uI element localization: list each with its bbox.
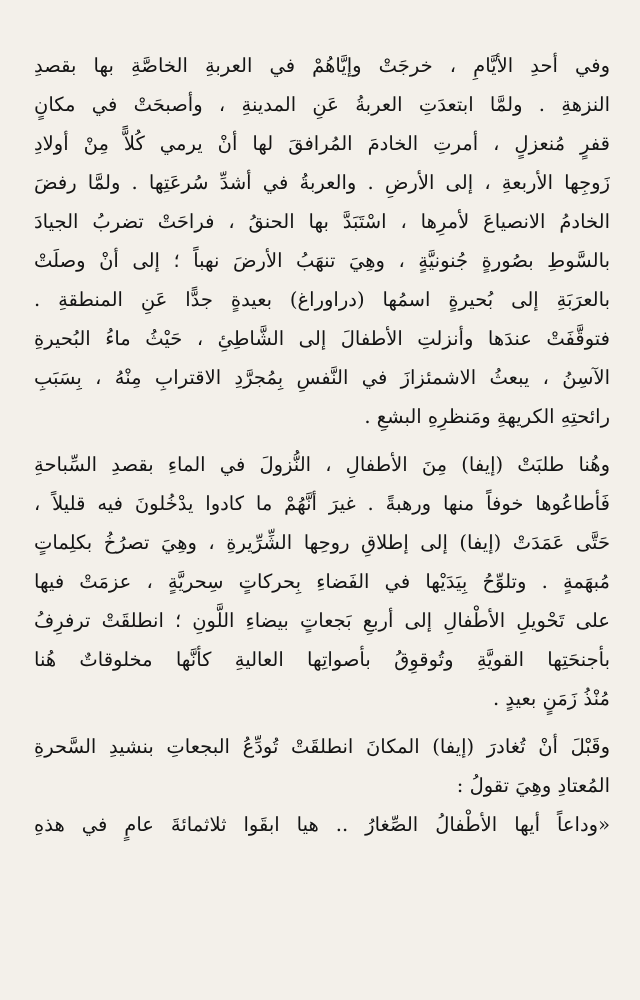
text-line: المُعتادِ وهِيَ تقولُ :: [456, 774, 610, 797]
text-line: النزهةِ . ولمَّا ابتعدَتِ العربةُ عَنِ المدينةِ ، وأصبحَتْ في مكانٍ: [34, 93, 610, 116]
paragraph-2: [34, 445, 610, 718]
text-line: بالعرَبَةِ إلى بُحيرةٍ اسمُها (دراوراغ) بعيدةٍ جدًّا عَنِ المنطقةِ .: [34, 288, 610, 311]
text-line: «وداعاً أيها الأطْفالُ الصِّغارُ .. هيا ابقَوا ثلاثمائةَ عامٍ في هذهِ: [34, 813, 610, 836]
text-line: وهُنا طلبَتْ (إيفا) مِنَ الأطفالِ ، النُّزولَ في الماءِ بقصدِ السِّباحةِ: [34, 453, 610, 476]
text-line: مُبهَمةٍ . وتلوِّحُ بِيَدَيْها في الفَضاءِ بِحركاتٍ سِحريَّةٍ ، عزمَتْ فيها: [34, 570, 610, 593]
text-line: زَوجِها الأربعةِ ، إلى الأرضِ . والعربةُ في أشدِّ سُرعَتِها . ولمَّا رفضَ: [34, 171, 610, 194]
text-line: الخادمُ الانصياعَ لأمرِها ، اسْتَبَدَّ بها الحنقُ ، فراحَتْ تضربُ الجيادَ: [34, 210, 610, 233]
text-line: قفرٍ مُنعزلٍ ، أمرتِ الخادمَ المُرافقَ لها أنْ يرمي كُلاًّ مِنْ أولادِ: [34, 132, 610, 155]
text-line: مُنْذُ زَمَنٍ بعيدٍ .: [492, 687, 610, 710]
text-line: فتوقَّفَتْ عندَها وأنزلتِ الأطفالَ إلى الشَّاطِئِ ، حَيْثُ ماءُ البُحيرةِ: [34, 327, 610, 350]
text-line: رائحتِهِ الكريهةِ ومَنظرِهِ البشعِ .: [364, 405, 610, 428]
text-line: فَأطاعُوها خوفاً منها ورهبةً . غيرَ أنَّهُمْ ما كادوا يدْخُلونَ فيه قليلاً ،: [34, 492, 610, 515]
text-line: حَتَّى عَمَدَتْ (إيفا) إلى إطلاقِ روحِها الشِّرِّيرةِ ، وهِيَ تصرُخُ بكلِماتٍ: [34, 531, 610, 554]
text-line: بأجنحَتِها القويَّةِ وتُوقوِقُ بأصواتِها العاليةِ كأنَّها مخلوقاتٌ هُنا: [34, 648, 610, 671]
text-line: بالسَّوطِ بصُورةٍ جُنونيَّةٍ ، وهِيَ تنهَبُ الأرضَ نهباً ؛ إلى أنْ وصلَتْ: [34, 249, 610, 272]
text-line: الآسِنُ ، يبعثُ الاشمئزازَ في النَّفسِ بِمُجرَّدِ الاقترابِ مِنْهُ ، بِسَبَبِ: [34, 366, 610, 389]
text-line: على تَحْويلِ الأطْفالِ إلى أربعِ بَجعاتٍ بيضاءِ اللَّونِ ؛ انطلقَتْ ترفرِفُ: [34, 609, 610, 632]
paragraph-1: [34, 46, 610, 436]
paragraph-3: [34, 727, 610, 844]
text-line: وقَبْلَ أنْ تُغادرَ (إيفا) المكانَ انطلقَتْ تُودِّعُ البجعاتِ بنشيدِ السَّحرةِ: [34, 735, 610, 758]
text-line: وفي أحدِ الأيَّامِ ، خرجَتْ وإيَّاهُمْ في العربةِ الخاصَّةِ بها بقصدِ: [34, 54, 610, 77]
